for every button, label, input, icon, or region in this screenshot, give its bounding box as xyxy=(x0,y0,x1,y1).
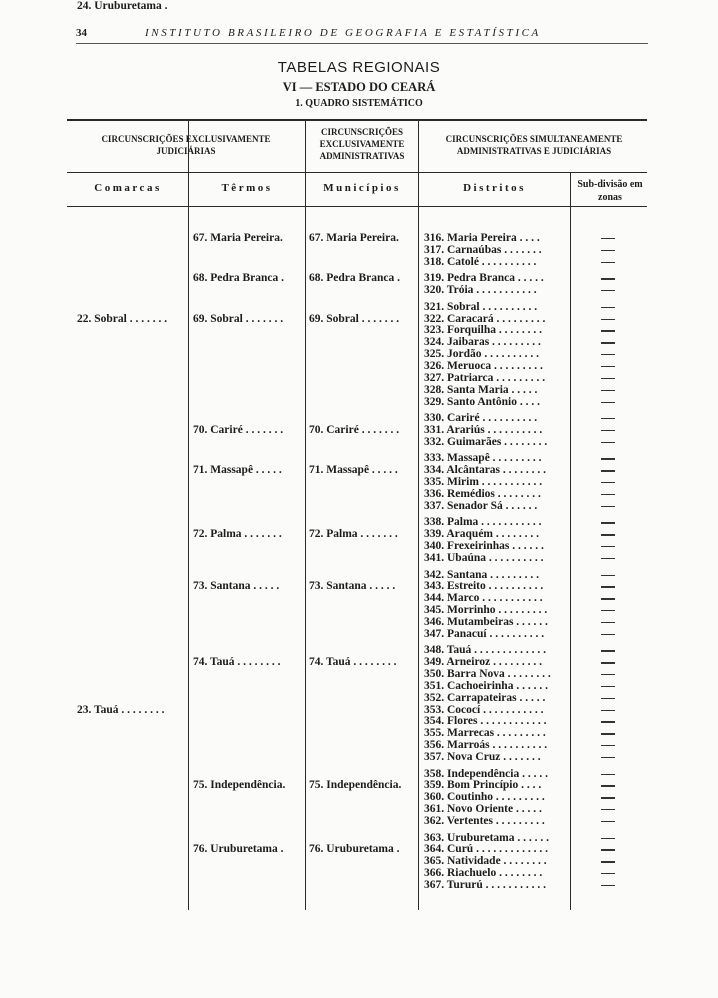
zone-dash-mark xyxy=(601,622,615,623)
distrito-entry: 342. Santana . . . . . . . . . xyxy=(424,568,540,581)
distrito-entry: 336. Remédios . . . . . . . . xyxy=(424,487,541,500)
termo-entry: 73. Santana . . . . . xyxy=(193,580,280,593)
distrito-entry: 364. Curú . . . . . . . . . . . . . xyxy=(424,843,548,856)
zone-dash-mark xyxy=(601,342,615,343)
zone-dash-mark xyxy=(601,745,615,746)
distrito-entry: 321. Sobral . . . . . . . . . . xyxy=(424,300,538,313)
municipio-entry: 69. Sobral . . . . . . . xyxy=(309,312,400,325)
zone-dash-mark xyxy=(601,290,615,291)
zone-dash-mark xyxy=(601,610,615,611)
zone-dash-mark xyxy=(601,534,615,535)
distrito-entry: 343. Estreito . . . . . . . . . . xyxy=(424,580,544,593)
zone-dash-mark xyxy=(601,710,615,711)
zone-dash-mark xyxy=(601,378,615,379)
column-header-subdivisao: Sub-divisão em zonas xyxy=(577,179,643,203)
termo-entry: 70. Cariré . . . . . . . xyxy=(193,423,284,436)
zone-dash-mark xyxy=(601,849,615,850)
zone-dash-mark xyxy=(601,330,615,331)
column-header-municipios: Municípios xyxy=(323,182,401,194)
distrito-entry: 353. Cococí . . . . . . . . . . . xyxy=(424,703,544,716)
zone-dash-mark xyxy=(601,698,615,699)
distrito-entry: 318. Catolé . . . . . . . . . . xyxy=(424,255,537,268)
zone-dash-mark xyxy=(601,674,615,675)
termo-entry: 72. Palma . . . . . . . xyxy=(193,528,282,541)
divider-distritos-zonas xyxy=(570,173,571,910)
municipio-entry: 68. Pedra Branca . xyxy=(309,272,401,285)
distrito-entry: 365. Natividade . . . . . . . . xyxy=(424,855,547,868)
zone-dash-mark xyxy=(601,838,615,839)
distrito-entry: 324. Jaibaras . . . . . . . . . xyxy=(424,336,541,349)
group-header-both: CIRCUNSCRIÇÕES SIMULTANEAMENTE ADMINISTRATIVAS E JUDICIÁRIAS xyxy=(445,134,623,156)
zone-dash-mark xyxy=(601,418,615,419)
zone-dash-mark xyxy=(601,250,615,251)
distrito-entry: 316. Maria Pereira . . . . xyxy=(424,232,540,244)
group-header-rule xyxy=(67,172,647,173)
termo-entry: 71. Massapê . . . . . xyxy=(193,464,282,477)
zone-dash-mark xyxy=(601,721,615,722)
distrito-entry: 329. Santo Antônio . . . . xyxy=(424,395,540,408)
page-title: TABELAS REGIONAIS xyxy=(277,59,441,76)
zone-dash-mark xyxy=(601,430,615,431)
zone-dash-mark xyxy=(601,586,615,587)
municipio-entry: 71. Massapê . . . . . xyxy=(309,464,398,477)
distrito-entry: 340. Frexeirinhas . . . . . . xyxy=(424,540,544,553)
table-title: 1. QUADRO SISTEMÁTICO xyxy=(295,98,423,109)
zone-dash-mark xyxy=(601,757,615,758)
distrito-entry: 346. Mutambeiras . . . . . . xyxy=(424,615,548,628)
zone-dash-mark xyxy=(601,797,615,798)
distrito-entry: 348. Tauá . . . . . . . . . . . . . xyxy=(424,644,547,657)
section-title: VI — ESTADO DO CEARÁ xyxy=(282,80,436,94)
zone-dash-mark xyxy=(601,262,615,263)
zone-dash-mark xyxy=(601,366,615,367)
zone-dash-mark xyxy=(601,458,615,459)
termo-entry: 76. Uruburetama . xyxy=(193,843,284,856)
zone-dash-mark xyxy=(601,238,615,239)
zone-dash-mark xyxy=(601,307,615,308)
distrito-entry: 322. Caracará . . . . . . . . . xyxy=(424,312,546,325)
distrito-entry: 338. Palma . . . . . . . . . . . xyxy=(424,516,542,529)
zone-dash-mark xyxy=(601,494,615,495)
termo-entry: 75. Independência. xyxy=(193,779,286,792)
municipio-entry: 72. Palma . . . . . . . xyxy=(309,528,398,541)
comarca-entry: 23. Tauá . . . . . . . . xyxy=(77,703,165,716)
comarca-entry: 24. Uruburetama . xyxy=(77,0,168,12)
distrito-entry: 327. Patriarca . . . . . . . . . xyxy=(424,371,546,384)
distrito-entry: 361. Novo Oriente . . . . . xyxy=(424,803,542,816)
distrito-entry: 317. Carnaúbas . . . . . . . xyxy=(424,243,542,256)
distrito-entry: 355. Marrecas . . . . . . . . . xyxy=(424,727,546,740)
distrito-entry: 367. Tururú . . . . . . . . . . . xyxy=(424,879,547,891)
zone-dash-mark xyxy=(601,506,615,507)
zone-dash-mark xyxy=(601,442,615,443)
page-number: 34 xyxy=(76,27,87,39)
distrito-entry: 347. Panacuí . . . . . . . . . . xyxy=(424,627,545,640)
table-top-rule xyxy=(67,119,647,121)
column-header-rule xyxy=(67,206,647,207)
zone-dash-mark xyxy=(601,470,615,471)
zone-dash-mark xyxy=(601,809,615,810)
distrito-entry: 352. Carrapateiras . . . . . xyxy=(424,691,546,704)
distrito-entry: 325. Jordão . . . . . . . . . . xyxy=(424,348,539,361)
running-header: INSTITUTO BRASILEIRO DE GEOGRAFIA E ESTATÍSTICA xyxy=(145,27,541,39)
distrito-entry: 326. Meruoca . . . . . . . . . xyxy=(424,359,543,372)
distrito-entry: 359. Bom Princípio . . . . xyxy=(424,779,542,792)
distrito-entry: 333. Massapê . . . . . . . . . xyxy=(424,452,542,465)
zone-dash-mark xyxy=(601,634,615,635)
municipio-entry: 76. Uruburetama . xyxy=(309,843,400,856)
distrito-entry: 337. Senador Sá . . . . . . xyxy=(424,499,538,512)
zone-dash-mark xyxy=(601,885,615,886)
zone-dash-mark xyxy=(601,319,615,320)
distrito-entry: 319. Pedra Branca . . . . . xyxy=(424,272,544,285)
distrito-entry: 356. Marroás . . . . . . . . . . xyxy=(424,739,548,752)
divider-comarcas-termos xyxy=(188,120,189,910)
distrito-entry: 334. Alcântaras . . . . . . . . xyxy=(424,464,547,477)
distrito-entry: 332. Guimarães . . . . . . . . xyxy=(424,435,548,448)
distrito-entry: 357. Nova Cruz . . . . . . . xyxy=(424,751,541,764)
group-header-judicial: CIRCUNSCRIÇÕES EXCLUSIVAMENTE JUDICIÁRIAS xyxy=(101,134,271,156)
distrito-entry: 354. Flores . . . . . . . . . . . . xyxy=(424,715,547,728)
group-header-administrative: CIRCUNSCRIÇÕES EXCLUSIVAMENTE ADMINISTRATIVAS xyxy=(319,127,405,161)
distrito-entry: 341. Ubaúna . . . . . . . . . . xyxy=(424,551,544,564)
comarca-entry: 22. Sobral . . . . . . . xyxy=(77,312,168,325)
zone-dash-mark xyxy=(601,785,615,786)
zone-dash-mark xyxy=(601,482,615,483)
distrito-entry: 349. Arneiroz . . . . . . . . . xyxy=(424,656,542,669)
zone-dash-mark xyxy=(601,522,615,523)
distrito-entry: 366. Riachuelo . . . . . . . . xyxy=(424,867,543,880)
distrito-entry: 335. Mirim . . . . . . . . . . . xyxy=(424,476,543,489)
distrito-entry: 323. Forquilha . . . . . . . . xyxy=(424,324,542,337)
distrito-entry: 344. Marco . . . . . . . . . . . xyxy=(424,592,543,605)
zone-dash-mark xyxy=(601,873,615,874)
column-header-termos: Têrmos xyxy=(221,182,273,194)
municipio-entry: 67. Maria Pereira. xyxy=(309,232,399,244)
column-header-comarcas: Comarcas xyxy=(94,182,162,194)
zone-dash-mark xyxy=(601,278,615,279)
zone-dash-mark xyxy=(601,575,615,576)
distrito-entry: 320. Tróia . . . . . . . . . . . xyxy=(424,284,537,297)
divider-municipios-distritos xyxy=(418,120,419,910)
distrito-entry: 350. Barra Nova . . . . . . . . xyxy=(424,668,551,681)
distrito-entry: 362. Vertentes . . . . . . . . . xyxy=(424,815,545,828)
termo-entry: 69. Sobral . . . . . . . xyxy=(193,312,284,325)
distrito-entry: 331. Arariús . . . . . . . . . . xyxy=(424,423,543,436)
zone-dash-mark xyxy=(601,861,615,862)
termo-entry: 68. Pedra Branca . xyxy=(193,272,285,285)
zone-dash-mark xyxy=(601,662,615,663)
zone-dash-mark xyxy=(601,546,615,547)
zone-dash-mark xyxy=(601,821,615,822)
distrito-entry: 360. Coutinho . . . . . . . . . xyxy=(424,791,545,804)
zone-dash-mark xyxy=(601,390,615,391)
distrito-entry: 345. Morrinho . . . . . . . . . xyxy=(424,604,548,617)
zone-dash-mark xyxy=(601,733,615,734)
municipio-entry: 70. Cariré . . . . . . . xyxy=(309,423,400,436)
distrito-entry: 363. Uruburetama . . . . . . xyxy=(424,831,550,844)
municipio-entry: 73. Santana . . . . . xyxy=(309,580,396,593)
zone-dash-mark xyxy=(601,650,615,651)
zone-dash-mark xyxy=(601,686,615,687)
divider-termos-municipios xyxy=(305,120,306,910)
header-rule xyxy=(76,43,648,44)
distrito-entry: 339. Araquém . . . . . . . . xyxy=(424,528,539,541)
municipio-entry: 75. Independência. xyxy=(309,779,402,792)
zone-dash-mark xyxy=(601,598,615,599)
zone-dash-mark xyxy=(601,354,615,355)
column-header-distritos: Distritos xyxy=(463,182,526,194)
zone-dash-mark xyxy=(601,558,615,559)
distrito-entry: 330. Cariré . . . . . . . . . . xyxy=(424,412,538,425)
distrito-entry: 351. Cachoeirinha . . . . . . xyxy=(424,679,548,692)
termo-entry: 74. Tauá . . . . . . . . xyxy=(193,656,281,669)
distrito-entry: 358. Independência . . . . . xyxy=(424,767,548,780)
municipio-entry: 74. Tauá . . . . . . . . xyxy=(309,656,397,669)
termo-entry: 67. Maria Pereira. xyxy=(193,232,283,244)
zone-dash-mark xyxy=(601,402,615,403)
zone-dash-mark xyxy=(601,774,615,775)
distrito-entry: 328. Santa Maria . . . . . xyxy=(424,383,538,396)
